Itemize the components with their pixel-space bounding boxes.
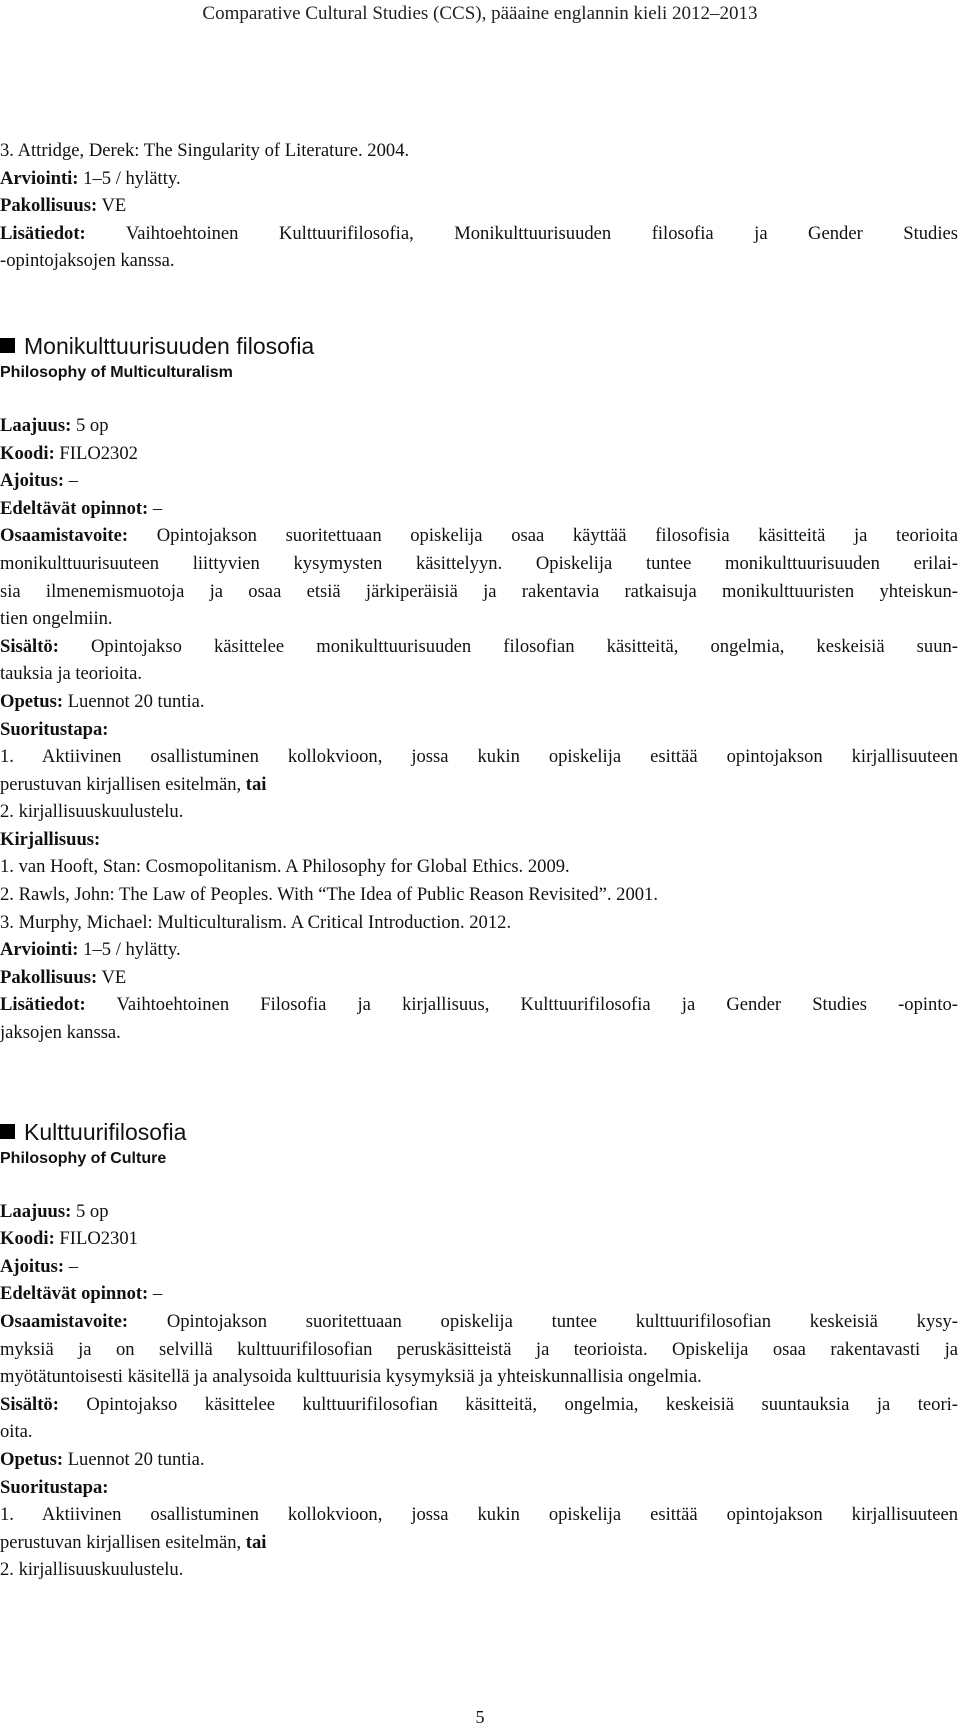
sisalto-text: Opintojakso käsittelee monikulttuurisuuden filosofian käsitteitä, ongelmia, keskeisiä suun- [90,635,958,657]
osaamistavoite-line: myksiä ja on selvillä kulttuurifilosofian peruskäsitteistä ja teorioista. Opiskelija osaa rakentavasti ja [0,1338,958,1360]
opetus-label: Opetus: [0,1448,64,1470]
running-header: Comparative Cultural Studies (CCS), pääaine englannin kieli 2012–2013 [202,3,758,24]
suoritustapa-item [0,1529,958,1557]
lisatiedot-text: Vaihtoehtoinen Filosofia ja kirjallisuus, Kulttuurifilosofia ja Gender Studies -opinto- [116,994,958,1016]
sisalto-row [0,633,958,661]
osaamistavoite-label: Osaamistavoite: [0,1311,129,1332]
sisalto-line: tauksia ja teorioita. [0,663,142,685]
opetus-label: Opetus: [0,690,64,712]
sisalto-row [0,1391,958,1419]
pakollisuus-label: Pakollisuus: [0,966,98,988]
prev-pakollisuus [0,192,958,220]
edeltavat-row [0,495,958,523]
page-number: 5 [475,1707,485,1727]
osaamistavoite-text: Opintojakson suoritettuaan opiskelija osaa käyttää filosofisia käsitteitä ja teorioita [156,525,958,547]
suoritustapa-label: Suoritustapa: [0,718,109,740]
ajoitus-label: Ajoitus: [0,1255,65,1277]
ajoitus-value: – [68,470,78,492]
page-body [0,137,958,1584]
literature-item: 3. Murphy, Michael: Multiculturalism. A Critical Introduction. 2012. [0,911,512,933]
suoritustapa-text: perustuvan kirjallisen esitelmän, [0,1531,242,1553]
edeltavat-label: Edeltävät opinnot: [0,1283,149,1305]
ajoitus-value: – [68,1255,78,1277]
osaamistavoite-line: monikulttuurisuuteen liittyvien kysymysten käsittelyyn. Opiskelija tuntee monikulttuurisuuden erilai- [0,552,958,574]
ajoitus-row [0,1253,958,1281]
prev-lisatiedot [0,220,958,248]
arviointi-label: Arviointi: [0,167,79,189]
ajoitus-row [0,467,958,495]
koodi-row [0,1225,958,1253]
suoritustapa-tai: tai [245,773,267,795]
laajuus-row [0,1198,958,1226]
arviointi-value: 1–5 / hylätty. [83,939,181,961]
edeltavat-row [0,1280,958,1308]
laajuus-label: Laajuus: [0,414,72,436]
opetus-value: Luennot 20 tuntia. [67,1448,205,1470]
koodi-label: Koodi: [0,442,55,464]
laajuus-value: 5 op [75,1200,109,1222]
section-subtitle: Philosophy of Multiculturalism [0,363,233,381]
section-title-text: Kulttuurifilosofia [24,1118,187,1145]
arviointi-row [0,936,958,964]
lisatiedot-row [0,991,958,1019]
sisalto-label: Sisältö: [0,635,59,657]
koodi-label: Koodi: [0,1228,55,1250]
pakollisuus-value: VE [101,195,127,217]
laajuus-row [0,412,958,440]
pakollisuus-label: Pakollisuus: [0,195,98,217]
edeltavat-label: Edeltävät opinnot: [0,497,149,519]
kirjallisuus-label: Kirjallisuus: [0,828,101,850]
prev-literature-item: 3. Attridge, Derek: The Singularity of Literature. 2004. [0,140,410,161]
edeltavat-value: – [152,497,163,519]
ajoitus-label: Ajoitus: [0,470,65,492]
sisalto-text: Opintojakso käsittelee kulttuurifilosofian käsitteitä, ongelmia, keskeisiä suuntauksia ja teori- [86,1393,958,1415]
lisatiedot-text: Vaihtoehtoinen Kulttuurifilosofia, Monikulttuurisuuden filosofia ja Gender Studies [125,222,959,244]
literature-item: 1. van Hooft, Stan: Cosmopolitanism. A Philosophy for Global Ethics. 2009. [0,856,570,878]
lisatiedot-line: jaksojen kanssa. [0,1022,121,1044]
laajuus-value: 5 op [75,414,109,436]
suoritustapa-tai: tai [245,1531,267,1553]
opetus-row [0,1446,958,1474]
osaamistavoite-row [0,522,958,550]
osaamistavoite-text: Opintojakson suoritettuaan opiskelija tuntee kulttuurifilosofian keskeisiä kysy- [166,1311,958,1332]
arviointi-value: 1–5 / hylätty. [83,167,181,189]
prev-lisatiedot-cont: -opintojaksojen kanssa. [0,250,175,272]
koodi-value: FILO2301 [59,1228,138,1250]
suoritustapa-item: 2. kirjallisuuskuulustelu. [0,1559,184,1581]
koodi-row [0,440,958,468]
osaamistavoite-line: tien ongelmiin. [0,608,113,630]
bullet-square-icon [0,338,15,353]
suoritustapa-item: 2. kirjallisuuskuulustelu. [0,801,184,823]
opetus-row [0,688,958,716]
lisatiedot-label: Lisätiedot: [0,222,86,244]
osaamistavoite-line: myötätuntoisesti käsitellä ja analysoida kulttuurisia kysymyksiä ja yhteiskunnallisia ongelmia. [0,1366,702,1388]
opetus-value: Luennot 20 tuntia. [67,690,205,712]
suoritustapa-item: 1. Aktiivinen osallistuminen kollokvioon, jossa kukin opiskelija esittää opintojakson kirjallisuuteen [0,1504,958,1526]
section-subtitle: Philosophy of Culture [0,1149,167,1167]
literature-item: 2. Rawls, John: The Law of Peoples. With “The Idea of Public Reason Revisited”. 2001. [0,884,659,906]
lisatiedot-label: Lisätiedot: [0,994,86,1016]
sisalto-line: oita. [0,1421,33,1443]
pakollisuus-row [0,964,958,992]
arviointi-label: Arviointi: [0,939,79,961]
pakollisuus-value: VE [101,966,127,988]
suoritustapa-item: 1. Aktiivinen osallistuminen kollokvioon, jossa kukin opiskelija esittää opintojakson kirjallisuuteen [0,746,958,768]
bullet-square-icon [0,1124,15,1139]
laajuus-label: Laajuus: [0,1200,72,1222]
suoritustapa-label: Suoritustapa: [0,1476,109,1498]
section-title-culture [0,1117,958,1147]
section-title-multiculturalism [0,331,958,361]
osaamistavoite-line: sia ilmenemismuotoja ja osaa etsiä järkiperäisiä ja rakentavia ratkaisuja monikulttuuristen yhteiskun- [0,580,958,602]
sisalto-label: Sisältö: [0,1393,59,1415]
koodi-value: FILO2302 [59,442,138,464]
edeltavat-value: – [152,1283,163,1305]
osaamistavoite-row [0,1308,958,1336]
suoritustapa-item [0,771,958,799]
section-title-text: Monikulttuurisuuden filosofia [24,332,315,359]
osaamistavoite-label: Osaamistavoite: [0,525,129,547]
prev-arviointi [0,165,958,193]
suoritustapa-text: perustuvan kirjallisen esitelmän, [0,773,242,795]
